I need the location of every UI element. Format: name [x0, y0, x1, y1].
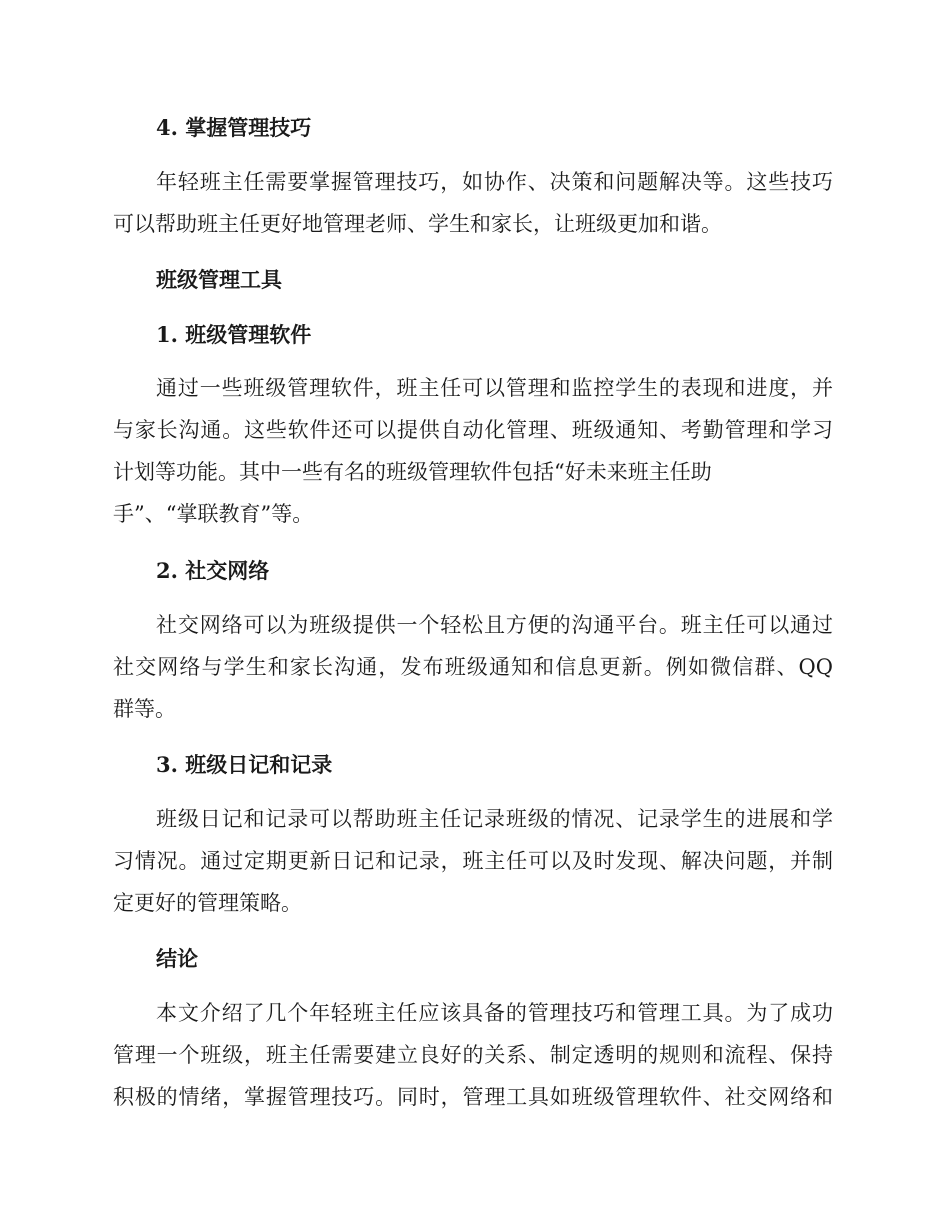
paragraph-line: 通过一些班级管理软件，班主任可以管理和监控学生的表现和进度，并: [156, 376, 833, 400]
paragraph-line: 社交网络与学生和家长沟通，发布班级通知和信息更新。例如微信群、QQ: [113, 655, 833, 679]
section-heading-social: 2. 社交网络: [156, 558, 270, 583]
paragraph-line: 与家长沟通。这些软件还可以提供自动化管理、班级通知、考勤管理和学习: [113, 418, 833, 442]
paragraph-line: 管理一个班级，班主任需要建立良好的关系、制定透明的规则和流程、保持: [113, 1043, 833, 1067]
section-heading-tools: 班级管理工具: [156, 267, 282, 292]
section-heading-skills: 4. 掌握管理技巧: [156, 115, 312, 140]
paragraph-line: 定更好的管理策略。: [113, 891, 302, 915]
paragraph-conclusion: [113, 992, 833, 1118]
paragraph-line: 可以帮助班主任更好地管理老师、学生和家长，让班级更加和谐。: [113, 212, 722, 236]
paragraph-line: 班级日记和记录可以帮助班主任记录班级的情况、记录学生的进展和学: [156, 807, 833, 831]
paragraph-line: 习情况。通过定期更新日记和记录，班主任可以及时发现、解决问题，并制: [113, 849, 833, 873]
paragraph-line: 年轻班主任需要掌握管理技巧，如协作、决策和问题解决等。这些技巧: [156, 170, 833, 194]
paragraph-social: [113, 604, 833, 730]
paragraph-line: 积极的情绪，掌握管理技巧。同时，管理工具如班级管理软件、社交网络和: [113, 1085, 833, 1109]
paragraph-line: 手”、“掌联教育”等。: [113, 502, 314, 526]
section-heading-diary: 3. 班级日记和记录: [156, 752, 333, 777]
section-heading-conclusion: 结论: [156, 946, 198, 971]
paragraph-line: 本文介绍了几个年轻班主任应该具备的管理技巧和管理工具。为了成功: [156, 1001, 833, 1025]
paragraph-line: 群等。: [113, 697, 176, 721]
paragraph-line: 社交网络可以为班级提供一个轻松且方便的沟通平台。班主任可以通过: [156, 613, 833, 637]
paragraph-software: [113, 367, 833, 535]
paragraph-line: 计划等功能。其中一些有名的班级管理软件包括“好未来班主任助: [113, 460, 712, 484]
paragraph-diary: [113, 798, 833, 924]
section-heading-software: 1. 班级管理软件: [156, 322, 312, 347]
paragraph-skills: [113, 161, 833, 245]
